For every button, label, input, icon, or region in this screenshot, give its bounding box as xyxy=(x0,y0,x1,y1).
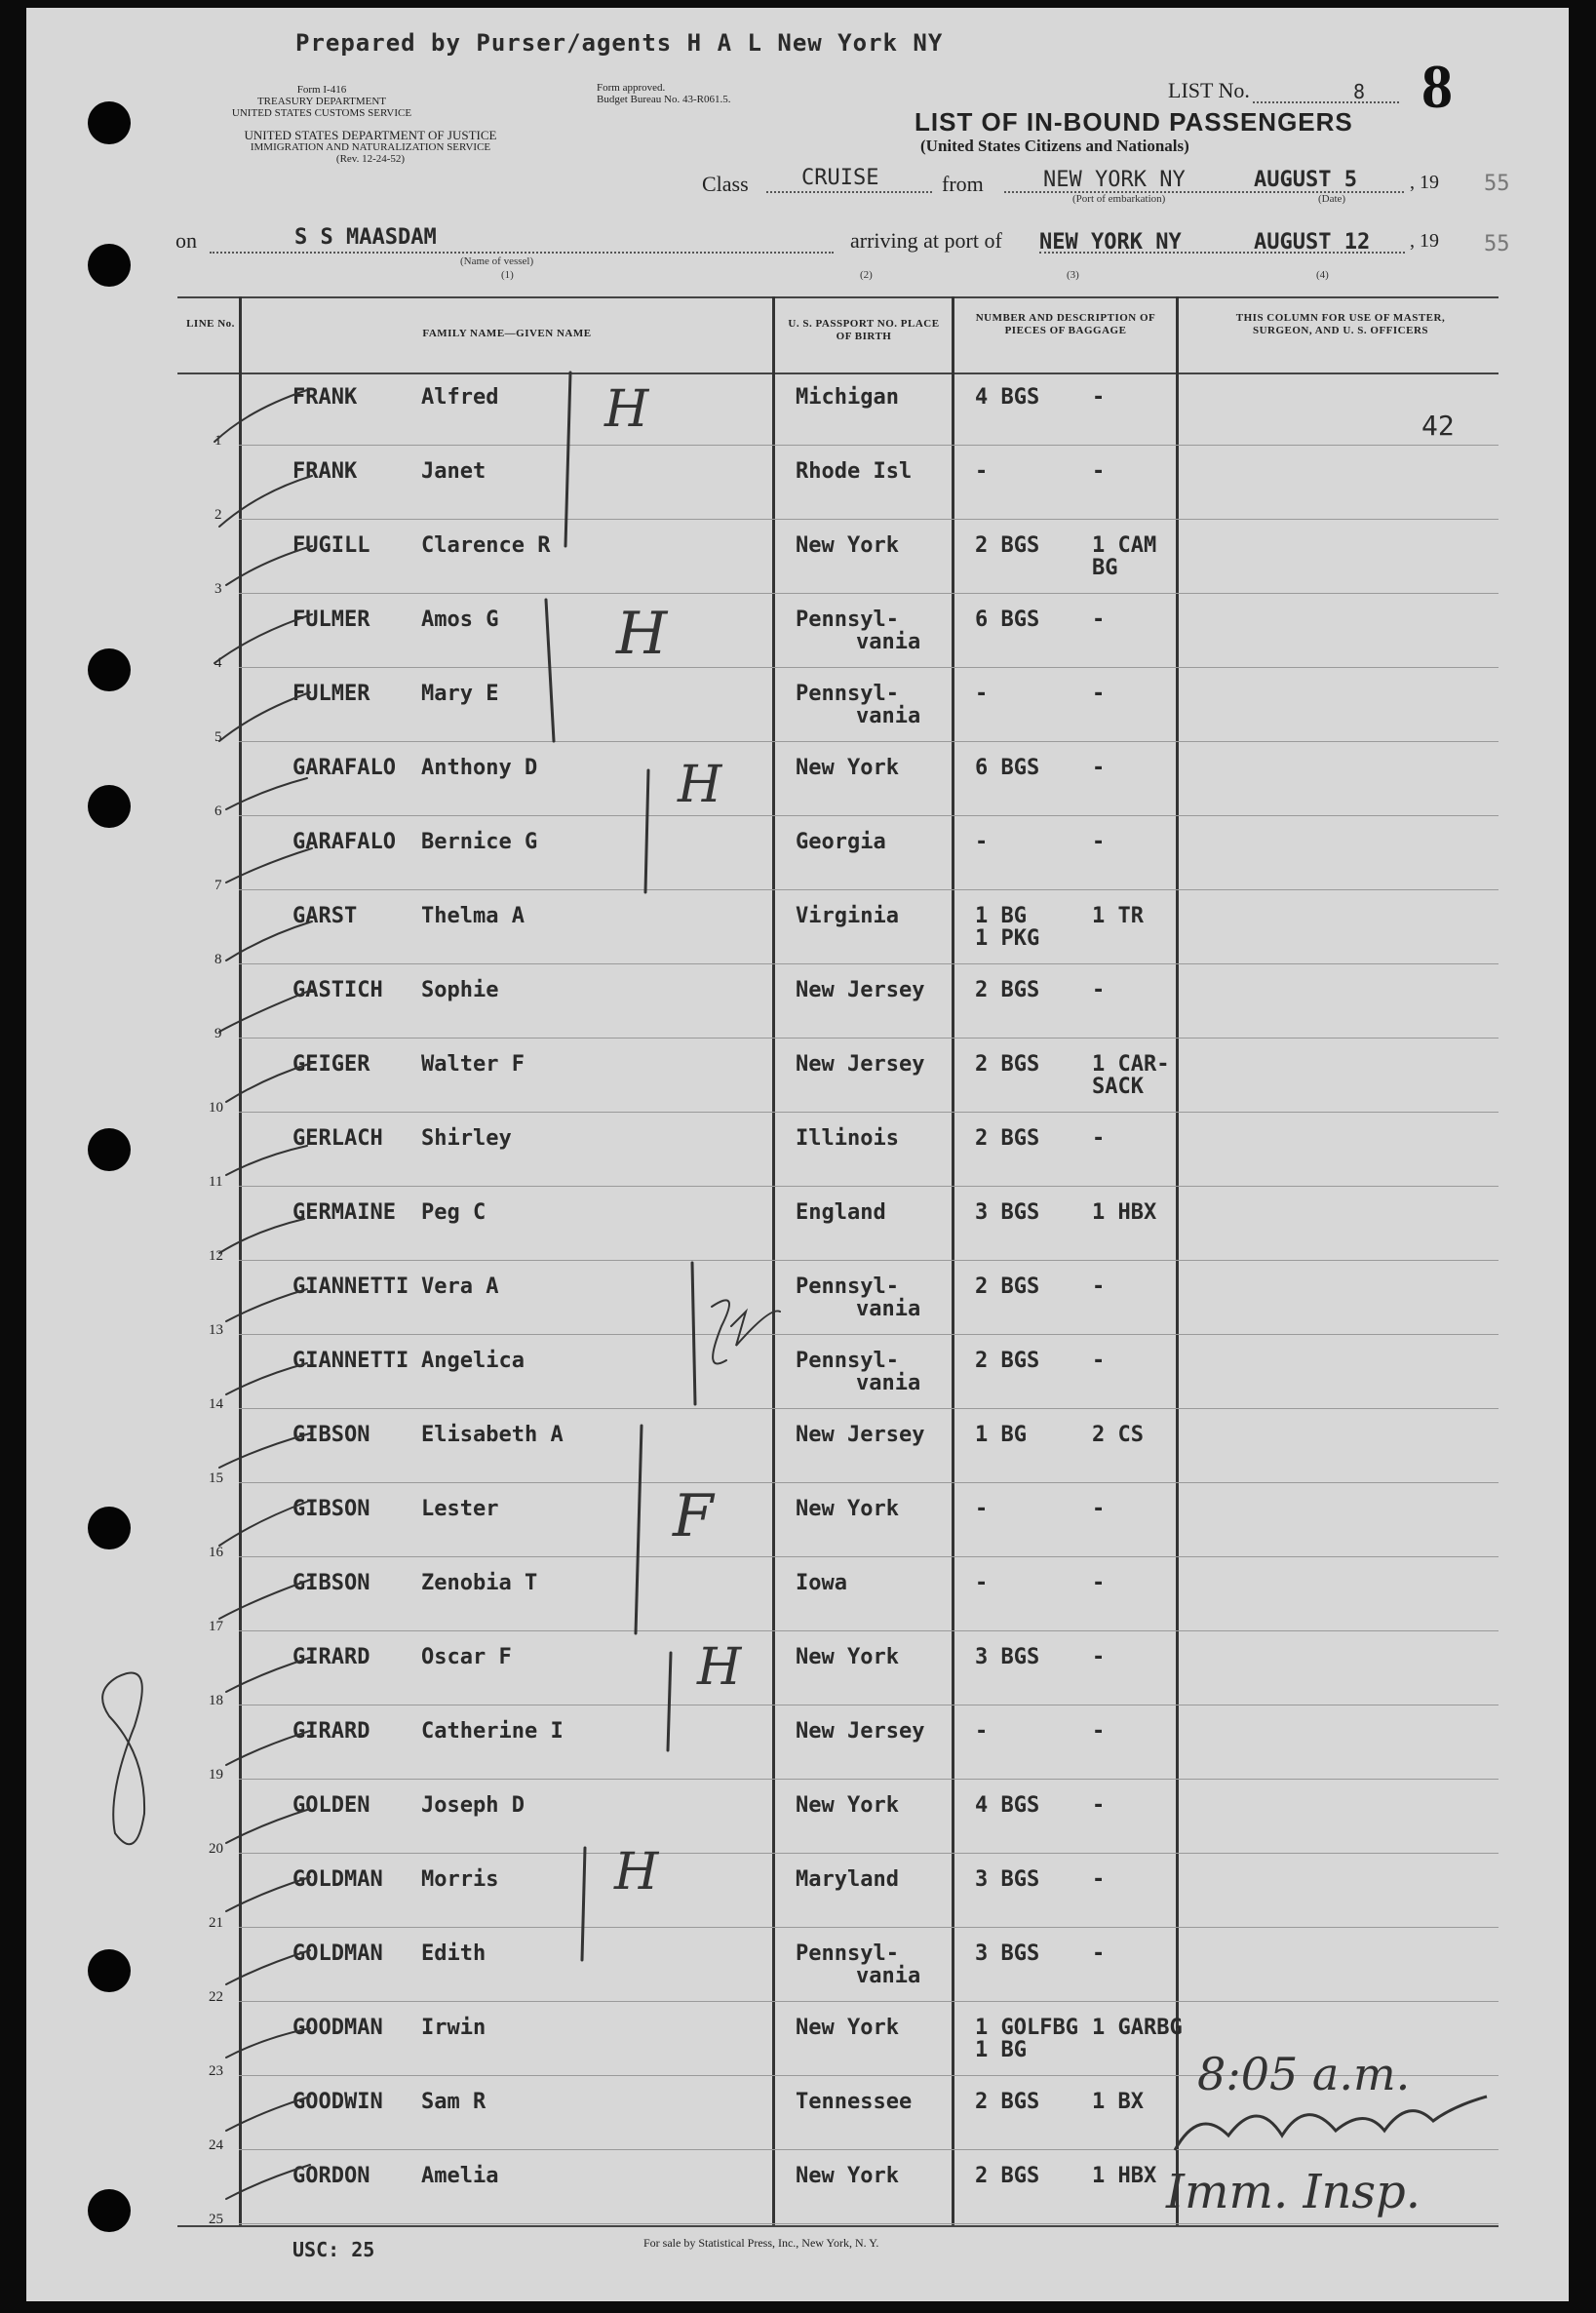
family-name: GIBSON xyxy=(292,1423,370,1447)
ins-name: IMMIGRATION AND NATURALIZATION SERVICE xyxy=(250,141,491,153)
arrival-year-suffix: 55 xyxy=(1484,232,1510,256)
given-name: Amelia xyxy=(421,2164,499,2188)
baggage-description: 1 CAR- xyxy=(1092,1052,1170,1077)
line-number: 5 xyxy=(214,729,222,745)
given-name: Shirley xyxy=(421,1126,512,1151)
family-name: GOODWIN xyxy=(292,2090,383,2114)
line-number: 10 xyxy=(209,1100,223,1116)
place-of-birth: New York xyxy=(796,533,899,558)
place-of-birth: New Jersey xyxy=(796,1719,925,1744)
given-name: Morris xyxy=(421,1867,499,1892)
given-name: Vera A xyxy=(421,1274,499,1299)
family-name: GIANNETTI xyxy=(292,1349,409,1373)
printer-note: For sale by Statistical Press, Inc., New York, N. Y. xyxy=(643,2236,879,2250)
baggage-description: - xyxy=(1092,1571,1106,1595)
baggage-count: 3 BGS xyxy=(975,1645,1040,1669)
vessel-caption: (Name of vessel) xyxy=(460,255,534,267)
class-value: CRUISE xyxy=(801,166,879,190)
baggage-count: - xyxy=(975,459,989,484)
place-of-birth: Pennsyl- xyxy=(796,1941,899,1966)
place-of-birth: New York xyxy=(796,1793,899,1818)
baggage-count: 1 PKG xyxy=(975,926,1040,951)
row-divider xyxy=(239,1630,1499,1631)
baggage-description: 1 HBX xyxy=(1092,2164,1157,2188)
given-name: Irwin xyxy=(421,2016,487,2040)
row-divider xyxy=(239,1038,1499,1039)
given-name: Anthony D xyxy=(421,756,538,780)
date-caption: (Date) xyxy=(1318,193,1346,205)
caption-1: (1) xyxy=(501,269,514,281)
place-of-birth: Iowa xyxy=(796,1571,847,1595)
baggage-count: 1 BG xyxy=(975,1423,1027,1447)
vessel-name: S S MAASDAM xyxy=(294,225,437,250)
port-of-embarkation: NEW YORK NY xyxy=(1043,168,1186,192)
col-header-name: FAMILY NAME—GIVEN NAME xyxy=(422,328,592,339)
given-name: Edith xyxy=(421,1941,487,1966)
baggage-count: 2 BGS xyxy=(975,1274,1040,1299)
given-name: Zenobia T xyxy=(421,1571,538,1595)
departure-date: AUGUST 5 xyxy=(1254,168,1357,192)
usc-count: USC: 25 xyxy=(292,2238,375,2261)
col-divider-baggage xyxy=(1176,296,1179,2225)
given-name: Mary E xyxy=(421,682,499,706)
place-of-birth: New York xyxy=(796,2016,899,2040)
row-divider xyxy=(239,593,1499,594)
given-name: Janet xyxy=(421,459,487,484)
given-name: Walter F xyxy=(421,1052,525,1077)
binder-hole xyxy=(88,1949,131,1992)
baggage-description: - xyxy=(1092,830,1106,854)
row-divider xyxy=(239,1853,1499,1854)
family-name: GOLDMAN xyxy=(292,1867,383,1892)
binder-hole xyxy=(88,2189,131,2232)
caption-3: (3) xyxy=(1067,269,1079,281)
row-divider xyxy=(239,963,1499,964)
line-number: 20 xyxy=(209,1841,223,1857)
baggage-count: 6 BGS xyxy=(975,608,1040,632)
row-divider xyxy=(239,815,1499,816)
line-number: 15 xyxy=(209,1470,223,1486)
col-divider-name xyxy=(772,296,775,2225)
row-divider xyxy=(239,1779,1499,1780)
port-caption: (Port of embarkation) xyxy=(1072,193,1166,205)
arrival-port: NEW YORK NY xyxy=(1039,230,1182,255)
line-number: 13 xyxy=(209,1322,223,1338)
row-divider xyxy=(239,1927,1499,1928)
family-name: GORDON xyxy=(292,2164,370,2188)
line-number: 14 xyxy=(209,1396,223,1412)
line-number: 12 xyxy=(209,1248,223,1264)
line-number: 18 xyxy=(209,1693,223,1708)
form-revision: (Rev. 12-24-52) xyxy=(335,153,406,165)
baggage-count: 1 GOLFBG xyxy=(975,2016,1078,2040)
row-divider xyxy=(239,741,1499,742)
place-of-birth: vania xyxy=(856,630,921,654)
place-of-birth: New York xyxy=(796,1645,899,1669)
place-of-birth: Illinois xyxy=(796,1126,899,1151)
family-name: GOODMAN xyxy=(292,2016,383,2040)
from-label: from xyxy=(942,172,984,196)
list-no-label: LIST No. xyxy=(1168,78,1250,102)
baggage-count: 2 BGS xyxy=(975,533,1040,558)
on-label: on xyxy=(175,228,197,253)
place-of-birth: New York xyxy=(796,1497,899,1521)
family-mark-h: H xyxy=(678,756,722,814)
family-name: FUGILL xyxy=(292,533,370,558)
given-name: Clarence R xyxy=(421,533,551,558)
family-name: GIANNETTI xyxy=(292,1274,409,1299)
baggage-description: 1 GARBG xyxy=(1092,2016,1183,2040)
row-divider xyxy=(239,2001,1499,2002)
baggage-count: 1 BG xyxy=(975,2038,1027,2062)
list-no-typed: 8 xyxy=(1353,80,1366,103)
given-name: Sam R xyxy=(421,2090,487,2114)
document-subtitle: (United States Citizens and Nationals) xyxy=(920,137,1189,155)
baggage-description: - xyxy=(1092,1867,1106,1892)
family-name: GIBSON xyxy=(292,1571,370,1595)
col-header-line-no: LINE No. xyxy=(186,318,235,330)
baggage-count: - xyxy=(975,1497,989,1521)
baggage-description: - xyxy=(1092,1126,1106,1151)
place-of-birth: England xyxy=(796,1200,886,1225)
baggage-count: 1 BG xyxy=(975,904,1027,928)
place-of-birth: New Jersey xyxy=(796,1052,925,1077)
place-of-birth: Georgia xyxy=(796,830,886,854)
baggage-count: - xyxy=(975,682,989,706)
document-title: LIST OF IN-BOUND PASSENGERS xyxy=(915,107,1353,137)
given-name: Angelica xyxy=(421,1349,525,1373)
list-no-stamp: 8 xyxy=(1421,52,1453,121)
row-divider xyxy=(239,1482,1499,1483)
family-name: GARAFALO xyxy=(292,756,396,780)
baggage-description: BG xyxy=(1092,556,1118,580)
given-name: Bernice G xyxy=(421,830,538,854)
place-of-birth: vania xyxy=(856,704,921,728)
family-name: GARAFALO xyxy=(292,830,396,854)
baggage-description: - xyxy=(1092,1497,1106,1521)
baggage-count: 3 BGS xyxy=(975,1867,1040,1892)
given-name: Sophie xyxy=(421,978,499,1002)
form-approval xyxy=(597,82,730,105)
caption-4: (4) xyxy=(1316,269,1329,281)
vessel-line xyxy=(210,252,834,254)
line-number: 19 xyxy=(209,1767,223,1783)
line-number: 17 xyxy=(209,1619,223,1634)
arrival-date: AUGUST 12 xyxy=(1254,230,1371,255)
place-of-birth: New York xyxy=(796,756,899,780)
line-number: 22 xyxy=(209,1989,223,2005)
place-of-birth: Pennsyl- xyxy=(796,608,899,632)
baggage-description: 1 BX xyxy=(1092,2090,1144,2114)
baggage-description: - xyxy=(1092,608,1106,632)
baggage-description: - xyxy=(1092,1941,1106,1966)
family-name: GASTICH xyxy=(292,978,383,1002)
family-name: GEIGER xyxy=(292,1052,370,1077)
line-number: 24 xyxy=(209,2137,223,2153)
baggage-count: 2 BGS xyxy=(975,2090,1040,2114)
row-divider xyxy=(239,1556,1499,1557)
family-mark-h: H xyxy=(614,1843,659,1901)
doj-info xyxy=(175,130,565,165)
list-no-line xyxy=(1253,101,1399,103)
baggage-description: - xyxy=(1092,1349,1106,1373)
line-number: 7 xyxy=(214,878,222,893)
baggage-description: - xyxy=(1092,1645,1106,1669)
family-name: GARST xyxy=(292,904,358,928)
family-name: GIBSON xyxy=(292,1497,370,1521)
passenger-count: 42 xyxy=(1421,410,1455,442)
place-of-birth: New York xyxy=(796,2164,899,2188)
row-divider xyxy=(239,889,1499,890)
place-of-birth: vania xyxy=(856,1371,921,1395)
baggage-description: 1 TR xyxy=(1092,904,1144,928)
row-divider xyxy=(239,1186,1499,1187)
doj-name: UNITED STATES DEPARTMENT OF JUSTICE xyxy=(244,128,497,142)
row-divider xyxy=(239,1408,1499,1409)
line-number: 23 xyxy=(209,2063,223,2079)
row-divider xyxy=(239,2223,1499,2224)
baggage-description: - xyxy=(1092,978,1106,1002)
class-line xyxy=(766,191,932,193)
caption-2: (2) xyxy=(860,269,873,281)
binder-hole xyxy=(88,648,131,691)
baggage-count: 6 BGS xyxy=(975,756,1040,780)
row-divider xyxy=(239,1112,1499,1113)
arriving-label: arriving at port of xyxy=(850,228,1002,253)
approval-line-2: Budget Bureau No. 43-R061.5. xyxy=(597,94,731,105)
family-mark-f: F xyxy=(673,1482,714,1550)
baggage-description: 1 HBX xyxy=(1092,1200,1157,1225)
given-name: Amos G xyxy=(421,608,499,632)
baggage-count: - xyxy=(975,830,989,854)
family-mark-h: H xyxy=(604,380,649,439)
prepared-by: Prepared by Purser/agents H A L New York NY xyxy=(295,29,944,57)
line-number: 11 xyxy=(209,1174,223,1190)
col-divider-passport xyxy=(952,296,954,2225)
family-name: FULMER xyxy=(292,608,370,632)
family-name: GIRARD xyxy=(292,1719,370,1744)
line-number: 9 xyxy=(214,1026,222,1041)
family-name: FRANK xyxy=(292,459,358,484)
line-number: 3 xyxy=(214,581,222,597)
baggage-description: 2 CS xyxy=(1092,1423,1144,1447)
family-name: FRANK xyxy=(292,385,358,410)
form-info xyxy=(205,84,439,119)
table-bottom-border xyxy=(177,2225,1499,2227)
binder-hole xyxy=(88,244,131,287)
given-name: Oscar F xyxy=(421,1645,512,1669)
col-divider-line-no xyxy=(239,296,242,2225)
given-name: Lester xyxy=(421,1497,499,1521)
family-name: GERMAINE xyxy=(292,1200,396,1225)
row-divider xyxy=(239,1260,1499,1261)
table-top-border xyxy=(177,296,1499,298)
baggage-count: 2 BGS xyxy=(975,1349,1040,1373)
approval-line-1: Form approved. xyxy=(597,82,666,94)
baggage-description: - xyxy=(1092,1274,1106,1299)
baggage-description: - xyxy=(1092,459,1106,484)
line-number: 1 xyxy=(214,433,222,449)
baggage-count: 4 BGS xyxy=(975,385,1040,410)
family-mark-h: H xyxy=(697,1638,742,1697)
baggage-count: 2 BGS xyxy=(975,978,1040,1002)
family-name: GOLDMAN xyxy=(292,1941,383,1966)
baggage-count: - xyxy=(975,1719,989,1744)
line-number: 21 xyxy=(209,1915,223,1931)
row-divider xyxy=(239,445,1499,446)
baggage-description: - xyxy=(1092,756,1106,780)
given-name: Joseph D xyxy=(421,1793,525,1818)
class-label: Class xyxy=(702,172,749,196)
inspector-signature: Imm. Insp. xyxy=(1166,2165,1421,2219)
binder-hole xyxy=(88,1128,131,1171)
given-name: Alfred xyxy=(421,385,499,410)
baggage-count: - xyxy=(975,1571,989,1595)
col-header-passport: U. S. PASSPORT NO. PLACE OF BIRTH xyxy=(788,318,940,342)
place-of-birth: New Jersey xyxy=(796,978,925,1002)
binder-hole xyxy=(88,101,131,144)
place-of-birth: Virginia xyxy=(796,904,899,928)
place-of-birth: Michigan xyxy=(796,385,899,410)
baggage-description: - xyxy=(1092,682,1106,706)
place-of-birth: vania xyxy=(856,1964,921,1988)
time-note: 8:05 a.m. xyxy=(1197,2048,1411,2100)
family-name: FULMER xyxy=(292,682,370,706)
baggage-count: 2 BGS xyxy=(975,2164,1040,2188)
baggage-description: 1 CAM xyxy=(1092,533,1157,558)
treasury-department: TREASURY DEPARTMENT xyxy=(256,96,387,107)
line-number: 8 xyxy=(214,952,222,967)
place-of-birth: Maryland xyxy=(796,1867,899,1892)
baggage-count: 3 BGS xyxy=(975,1941,1040,1966)
binder-hole xyxy=(88,785,131,828)
customs-service: UNITED STATES CUSTOMS SERVICE xyxy=(231,107,412,119)
line-number: 6 xyxy=(214,804,222,819)
row-divider xyxy=(239,2149,1499,2150)
margin-number xyxy=(84,1672,176,1842)
baggage-count: 2 BGS xyxy=(975,1126,1040,1151)
given-name: Catherine I xyxy=(421,1719,564,1744)
place-of-birth: New Jersey xyxy=(796,1423,925,1447)
row-divider xyxy=(239,667,1499,668)
place-of-birth: Rhode Isl xyxy=(796,459,913,484)
family-name: GIRARD xyxy=(292,1645,370,1669)
place-of-birth: Pennsyl- xyxy=(796,1349,899,1373)
baggage-description: - xyxy=(1092,1793,1106,1818)
col-header-officers: THIS COLUMN FOR USE OF MASTER, SURGEON, AND U. S. OFFICERS xyxy=(1235,312,1446,336)
place-of-birth: vania xyxy=(856,1297,921,1321)
place-of-birth: Pennsyl- xyxy=(796,682,899,706)
place-of-birth: Tennessee xyxy=(796,2090,913,2114)
line-number: 2 xyxy=(214,507,222,523)
departure-year-suffix: 55 xyxy=(1484,172,1510,196)
baggage-count: 3 BGS xyxy=(975,1200,1040,1225)
departure-year-prefix: , 19 xyxy=(1410,172,1439,193)
place-of-birth: Pennsyl- xyxy=(796,1274,899,1299)
line-number: 16 xyxy=(209,1545,223,1560)
arrival-year-prefix: , 19 xyxy=(1410,230,1439,252)
family-mark-h: H xyxy=(616,600,668,668)
family-name: GOLDEN xyxy=(292,1793,370,1818)
given-name: Thelma A xyxy=(421,904,525,928)
given-name: Peg C xyxy=(421,1200,487,1225)
row-divider xyxy=(239,1334,1499,1335)
line-number: 4 xyxy=(214,655,222,671)
given-name: Elisabeth A xyxy=(421,1423,564,1447)
baggage-count: 2 BGS xyxy=(975,1052,1040,1077)
baggage-description: - xyxy=(1092,385,1106,410)
form-number: Form I-416 xyxy=(296,84,347,96)
baggage-count: 4 BGS xyxy=(975,1793,1040,1818)
family-name: GERLACH xyxy=(292,1126,383,1151)
baggage-description: SACK xyxy=(1092,1075,1144,1099)
row-divider xyxy=(239,519,1499,520)
baggage-description: - xyxy=(1092,1719,1106,1744)
binder-hole xyxy=(88,1507,131,1549)
line-number: 25 xyxy=(209,2212,223,2227)
col-header-baggage: NUMBER AND DESCRIPTION OF PIECES OF BAGGAGE xyxy=(975,312,1156,336)
table-header-border xyxy=(177,372,1499,374)
